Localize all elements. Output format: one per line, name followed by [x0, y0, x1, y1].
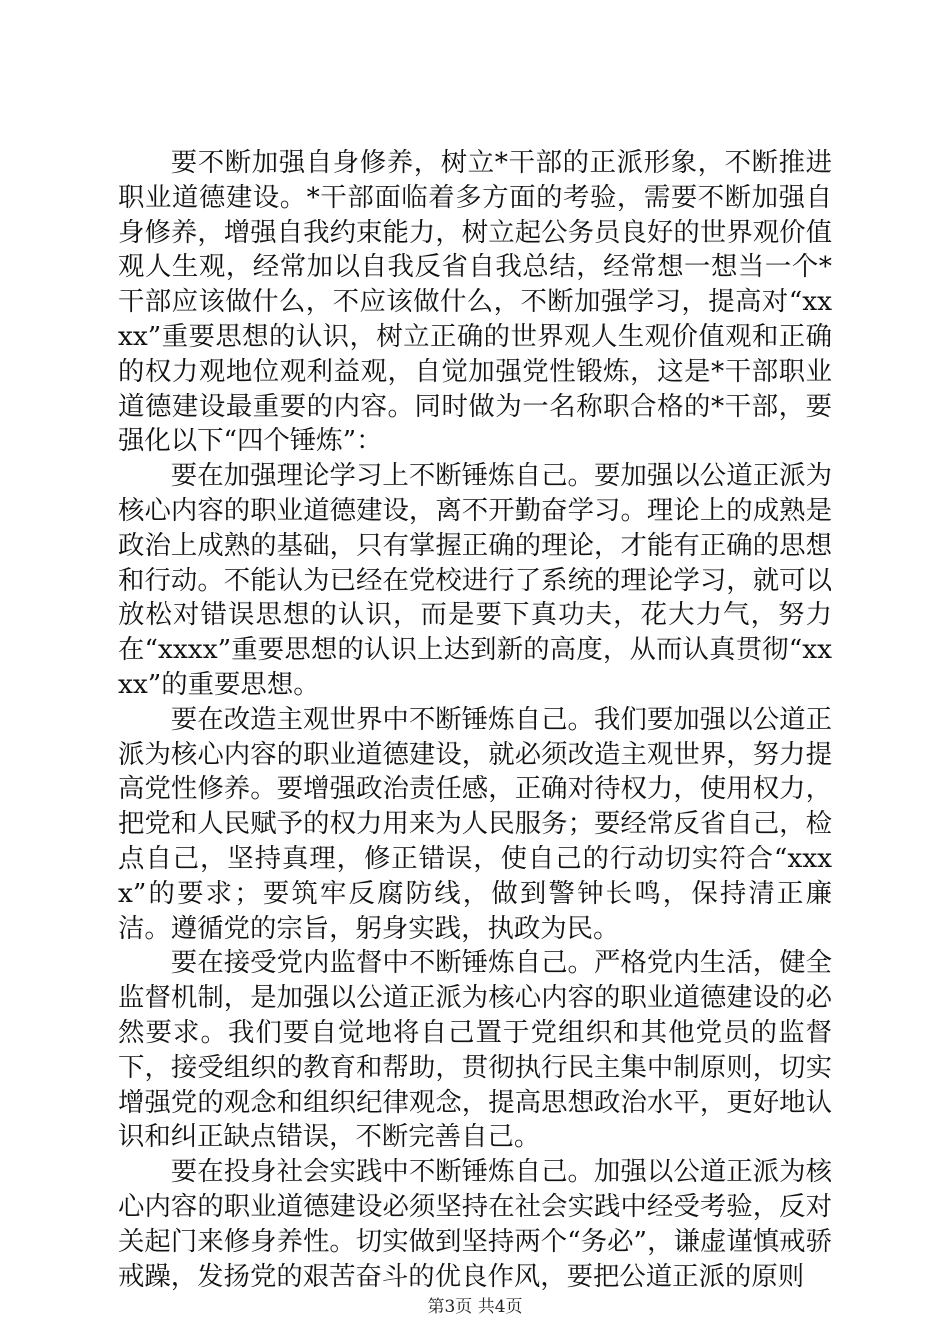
- document-body: [118, 146, 832, 1294]
- paragraph-subjective-world: 要在改造主观世界中不断锤炼自己。我们要加强以公道正派为核心内容的职业道德建设，就必须改造主观世界，努力提高党性修养。要增强政治责任感，正确对待权力，使用权力，把党和人民赋予的权力用来为人民服务；要经常反省自己，检点自己，坚持真理，修正错误，使自己的行动切实符合“xxxx”的要求；要筑牢反腐防线，做到警钟长鸣，保持清正廉洁。遵循党的宗旨，躬身实践，执政为民。: [118, 703, 832, 944]
- paragraph-theory-study: 要在加强理论学习上不断锤炼自己。要加强以公道正派为核心内容的职业道德建设，离不开勤奋学习。理论上的成熟是政治上成熟的基础，只有掌握正确的理论，才能有正确的思想和行动。不能认为已经在党校进行了系统的理论学习，就可以放松对错误思想的认识，而是要下真功夫，花大力气，努力在“xxxx”重要思想的认识上达到新的高度，从而认真贯彻“xxxx”的重要思想。: [118, 460, 832, 700]
- paragraph-social-practice: 要在投身社会实践中不断锤炼自己。加强以公道正派为核心内容的职业道德建设必须坚持在社会实践中经受考验，反对关起门来修身养性。切实做到坚持两个“务必”，谦虚谨慎戒骄戒躁，发扬党的艰苦奋斗的优良作风，要把公道正派的原则: [118, 1156, 832, 1292]
- paragraph-party-supervision: 要在接受党内监督中不断锤炼自己。严格党内生活，健全监督机制，是加强以公道正派为核心内容的职业道德建设的必然要求。我们要自觉地将自己置于党组织和其他党员的监督下，接受组织的教育和帮助，贯彻执行民主集中制原则，切实增强党的观念和组织纪律观念，提高思想政治水平，更好地认识和纠正缺点错误，不断完善自己。: [118, 947, 832, 1153]
- page-number-footer: 第3页 共4页: [427, 1297, 523, 1317]
- paragraph-intro: 要不断加强自身修养，树立*干部的正派形象，不断推进职业道德建设。*干部面临着多方面的考验，需要不断加强自身修养，增强自我约束能力，树立起公务员良好的世界观价值观人生观，经常加以自我反省自我总结，经常想一想当一个*干部应该做什么，不应该做什么，不断加强学习，提高对“xxxx”重要思想的认识，树立正确的世界观人生观价值观和正确的权力观地位观利益观，自觉加强党性锻炼，这是*干部职业道德建设最重要的内容。同时做为一名称职合格的*干部，要强化以下“四个锤炼”：: [118, 147, 832, 457]
